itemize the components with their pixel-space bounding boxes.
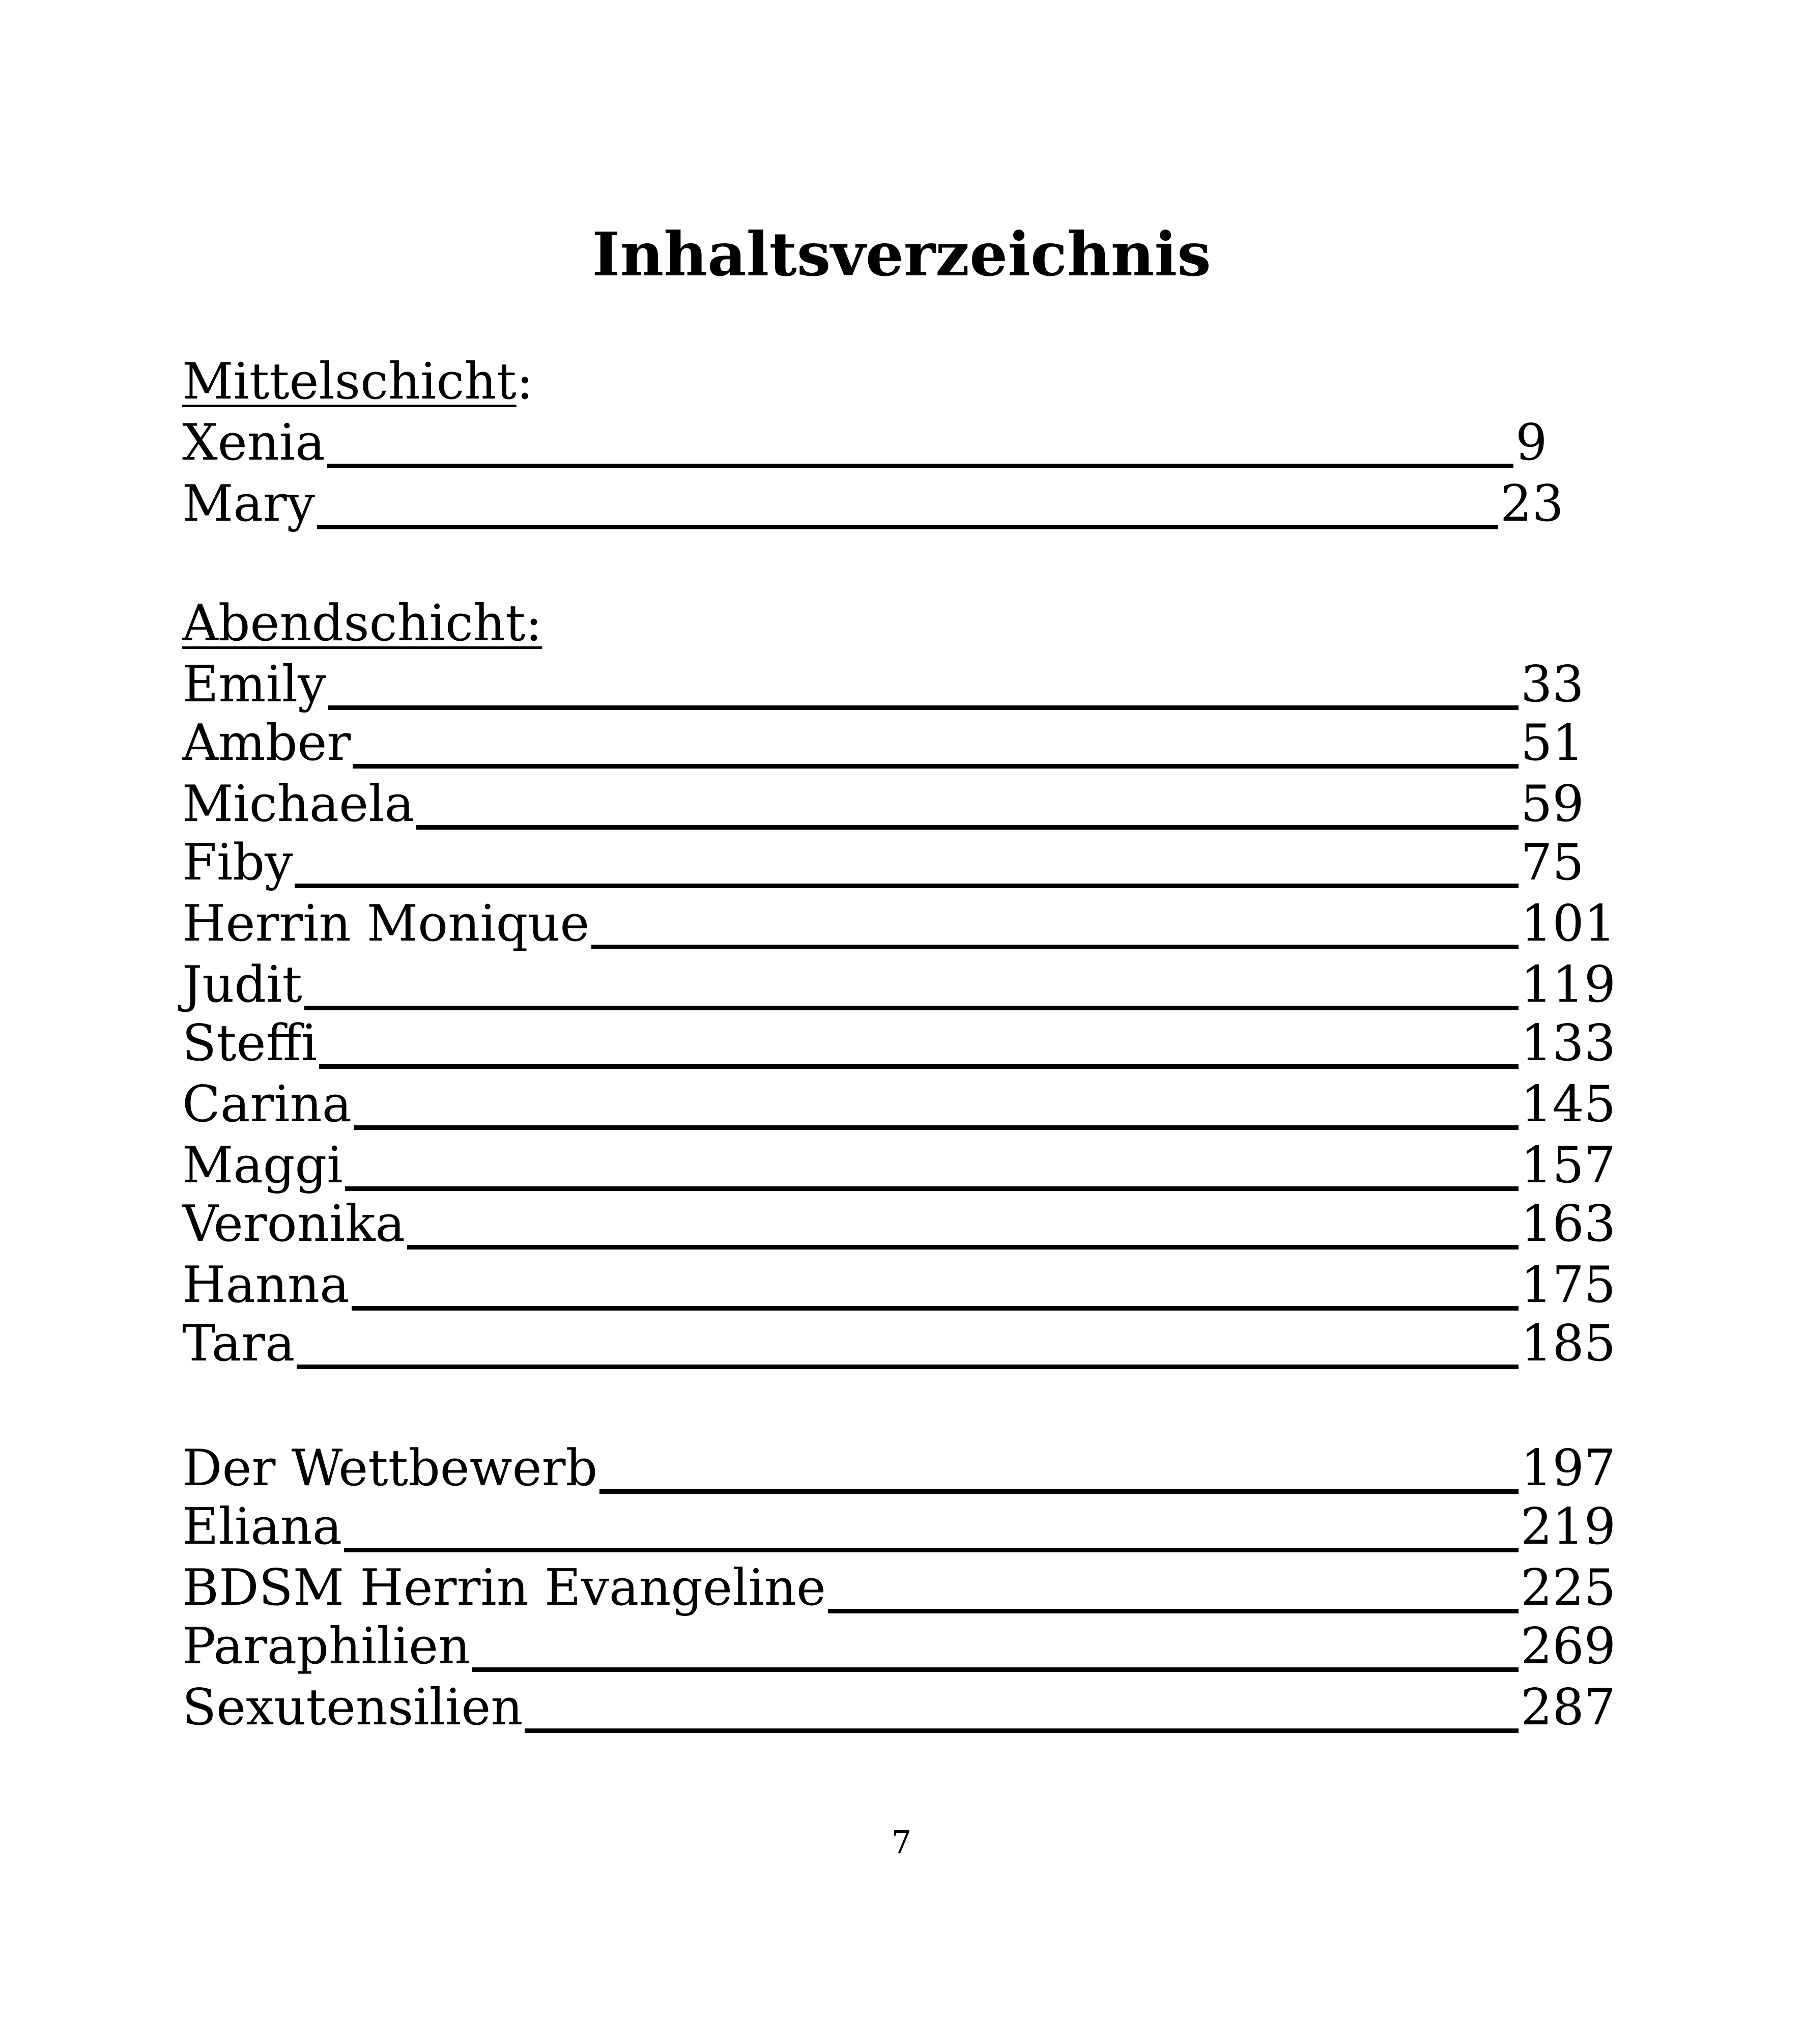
- toc-entry-label: Tara: [182, 1315, 295, 1373]
- toc-entry[interactable]: [182, 1616, 1616, 1677]
- toc-entry-label: Amber: [182, 714, 351, 772]
- toc-entry-page: 51: [1521, 714, 1584, 772]
- toc-entry-page: 75: [1521, 834, 1584, 892]
- toc-entry-page: 33: [1521, 656, 1584, 714]
- toc-entry[interactable]: [182, 1438, 1616, 1499]
- toc-leader-line: [304, 1006, 1519, 1010]
- toc-leader-line: [344, 1548, 1519, 1552]
- toc-entry[interactable]: [182, 654, 1584, 715]
- toc-leader-line: [317, 525, 1498, 529]
- section-heading-text: Abendschicht:: [182, 594, 542, 652]
- toc-leader-line: [327, 464, 1513, 468]
- section-heading-suffix: :: [516, 353, 533, 411]
- toc-entry-page: 287: [1521, 1679, 1616, 1737]
- toc-entry[interactable]: [182, 1255, 1616, 1316]
- toc-entry[interactable]: [182, 713, 1584, 774]
- toc-entry[interactable]: [182, 1013, 1616, 1074]
- toc-entry[interactable]: [182, 1135, 1616, 1196]
- toc-entry-page: 157: [1521, 1137, 1616, 1195]
- toc-entry-label: Herrin Monique: [182, 895, 590, 953]
- toc-leader-line: [407, 1245, 1519, 1250]
- toc-entry[interactable]: [182, 473, 1564, 534]
- toc-leader-line: [525, 1728, 1519, 1733]
- toc-entry[interactable]: [182, 1557, 1616, 1619]
- toc-entry-page: 219: [1521, 1498, 1616, 1556]
- toc-entry-label: Sexutensilien: [182, 1679, 523, 1737]
- toc-entry-page: 269: [1521, 1617, 1616, 1676]
- toc-leader-line: [416, 825, 1519, 830]
- toc-entry-page: 175: [1521, 1256, 1616, 1314]
- toc-entry-label: Emily: [182, 656, 326, 714]
- toc-entry-page: 197: [1521, 1439, 1616, 1497]
- toc-leader-line: [295, 884, 1519, 888]
- section-heading-text: Mittelschicht: [182, 353, 517, 411]
- toc-entry-label: Steffi: [182, 1014, 318, 1072]
- toc-entry[interactable]: [182, 412, 1546, 473]
- toc-entry-label: Carina: [182, 1075, 352, 1133]
- toc-entry-label: Paraphilien: [182, 1617, 471, 1676]
- toc-entry-page: 119: [1521, 956, 1616, 1014]
- toc-entry[interactable]: [182, 832, 1584, 893]
- toc-entry[interactable]: [182, 774, 1584, 835]
- toc-entry-label: Maggi: [182, 1137, 343, 1195]
- toc-entry-page: 185: [1521, 1315, 1616, 1373]
- toc-entry-label: Hanna: [182, 1256, 350, 1314]
- toc-entry-label: Xenia: [182, 414, 325, 472]
- toc-leader-line: [828, 1609, 1519, 1613]
- toc-leader-line: [599, 1489, 1519, 1494]
- toc-entry-page: 133: [1521, 1014, 1616, 1072]
- toc-entry-label: BDSM Herrin Evangeline: [182, 1559, 826, 1617]
- toc-entry-page: 9: [1515, 414, 1548, 472]
- toc-entry[interactable]: [182, 1074, 1616, 1135]
- toc-entry-page: 23: [1500, 475, 1564, 533]
- toc-entry-label: Der Wettbewerb: [182, 1439, 598, 1497]
- toc-leader-line: [319, 1064, 1519, 1069]
- toc-entry-page: 101: [1521, 895, 1616, 953]
- toc-leader-line: [345, 1186, 1519, 1191]
- toc-leader-line: [354, 1125, 1519, 1130]
- toc-entry-label: Michaela: [182, 775, 414, 833]
- toc-entry-page: 145: [1521, 1075, 1616, 1133]
- toc-leader-line: [297, 1365, 1519, 1369]
- toc-entry-label: Eliana: [182, 1498, 342, 1556]
- toc-leader-line: [328, 705, 1519, 710]
- toc-entry[interactable]: [182, 1313, 1616, 1374]
- toc-entry-label: Mary: [182, 475, 315, 533]
- toc-entry-label: Veronika: [182, 1195, 405, 1253]
- toc-entry-page: 225: [1521, 1559, 1616, 1617]
- toc-leader-line: [472, 1667, 1519, 1672]
- toc-leader-line: [591, 945, 1519, 949]
- toc-entry[interactable]: [182, 1496, 1616, 1557]
- toc-entry[interactable]: [182, 1194, 1616, 1255]
- toc-entry[interactable]: [182, 954, 1616, 1015]
- toc-entry-label: Judit: [182, 956, 302, 1014]
- toc-entry[interactable]: [182, 893, 1616, 954]
- page-title: Inhaltsverzeichnis: [592, 219, 1211, 290]
- section-heading-mittelschicht: [182, 351, 533, 412]
- toc-leader-line: [353, 764, 1519, 769]
- page-number: 7: [891, 1824, 912, 1861]
- toc-entry-page: 59: [1521, 775, 1584, 833]
- toc-entry[interactable]: [182, 1677, 1616, 1738]
- toc-entry-page: 163: [1521, 1195, 1616, 1253]
- toc-leader-line: [352, 1306, 1519, 1311]
- toc-entry-label: Fiby: [182, 834, 293, 892]
- section-heading-abendschicht: [182, 593, 542, 654]
